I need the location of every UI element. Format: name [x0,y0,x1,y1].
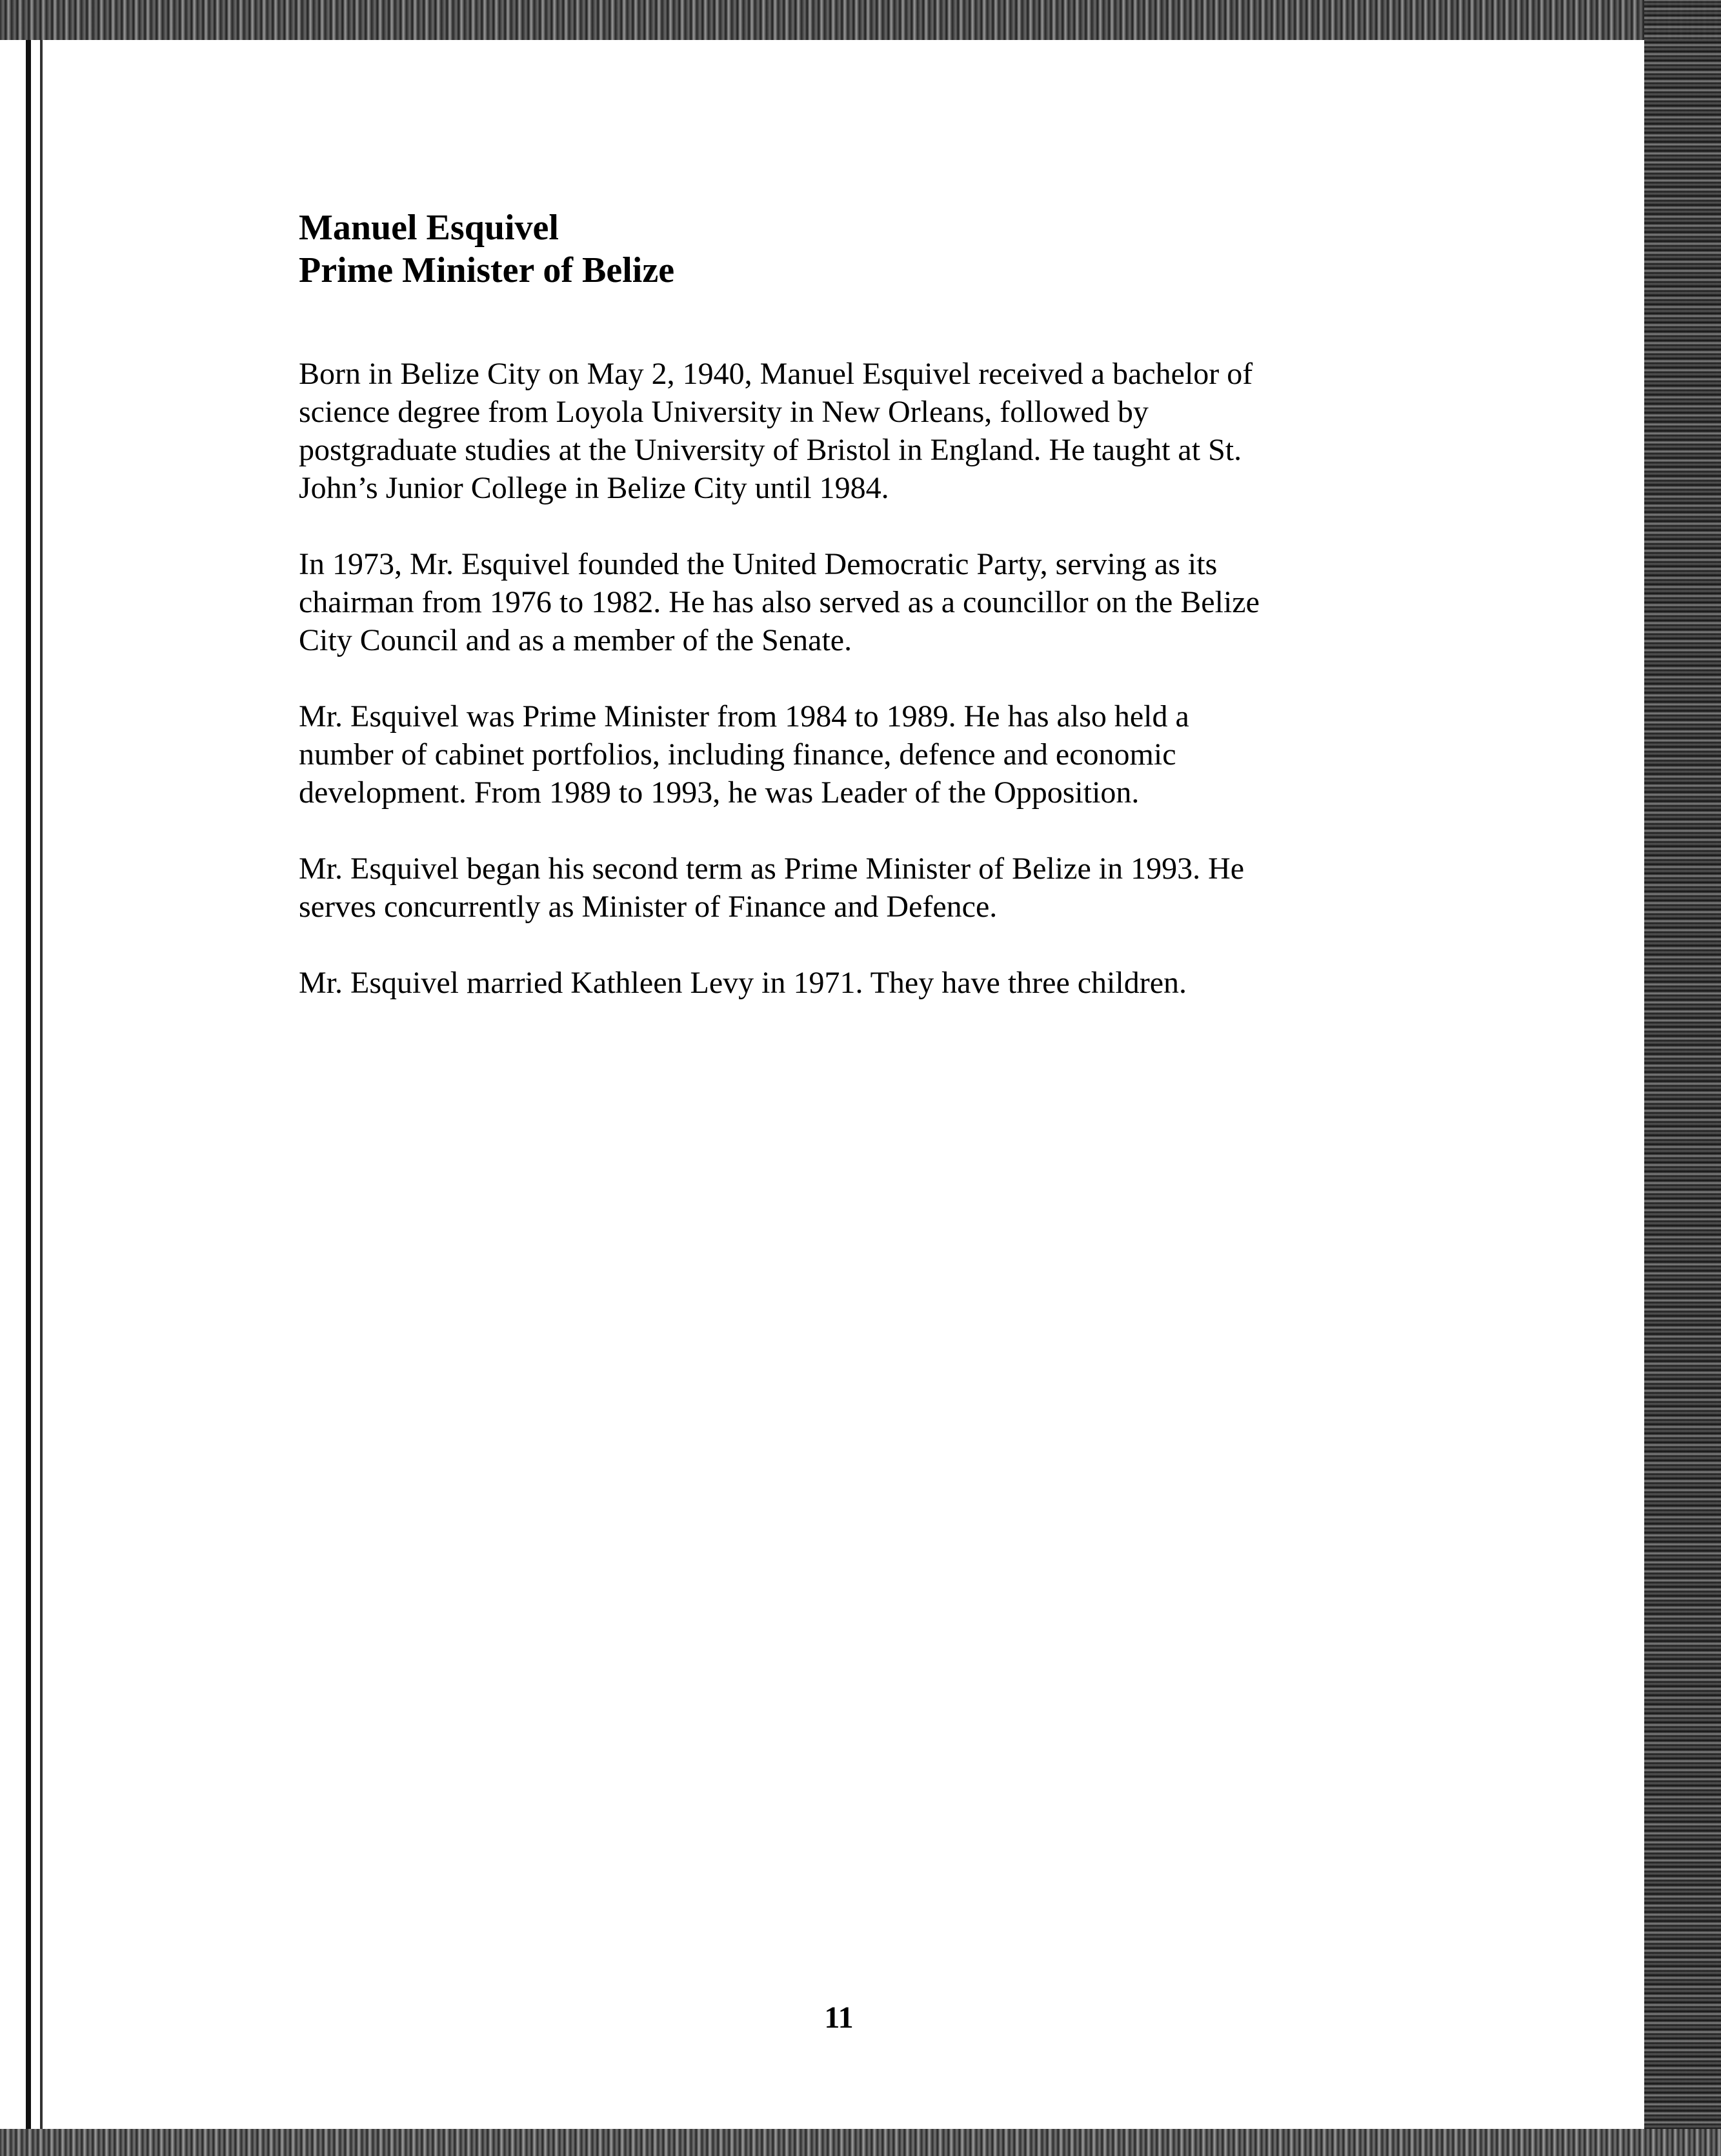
scan-bottom-edge [0,2129,1721,2156]
paragraph-1 [299,355,1422,507]
paragraph-5 [299,964,1422,1002]
text-line: serves concurrently as Minister of Finance and Defence. [299,890,998,924]
text-line: Mr. Esquivel married Kathleen Levy in 1971. They have three children. [299,966,1187,1000]
heading-name: Manuel Esquivel [299,208,559,248]
text-line: development. From 1989 to 1993, he was Leader of the Opposition. [299,775,1140,810]
paragraph-3 [299,697,1422,812]
heading-title: Prime Minister of Belize [299,250,675,290]
page-number: 11 [824,2001,854,2035]
binding-line-inner [40,40,43,2129]
text-line: Mr. Esquivel was Prime Minister from 1984 to 1989. He has also held a [299,699,1189,734]
text-line: City Council and as a member of the Senate. [299,623,852,657]
text-line: number of cabinet portfolios, including finance, defence and economic [299,737,1176,772]
text-line: chairman from 1976 to 1982. He has also served as a councillor on the Belize [299,585,1260,619]
binding-line [26,40,31,2129]
text-line: Mr. Esquivel began his second term as Prime Minister of Belize in 1993. He [299,852,1245,886]
scan-right-edge [1644,0,1721,2156]
text-line: In 1973, Mr. Esquivel founded the United Democratic Party, serving as its [299,547,1218,581]
scan-top-edge [0,0,1721,40]
document-body [299,206,1422,1002]
text-line: John’s Junior College in Belize City until 1984. [299,471,889,505]
paragraph-4 [299,850,1422,926]
paragraph-2 [299,545,1422,659]
text-line: Born in Belize City on May 2, 1940, Manuel Esquivel received a bachelor of [299,357,1253,391]
text-line: science degree from Loyola University in New Orleans, followed by [299,395,1149,429]
text-line: postgraduate studies at the University of Bristol in England. He taught at St. [299,433,1242,467]
